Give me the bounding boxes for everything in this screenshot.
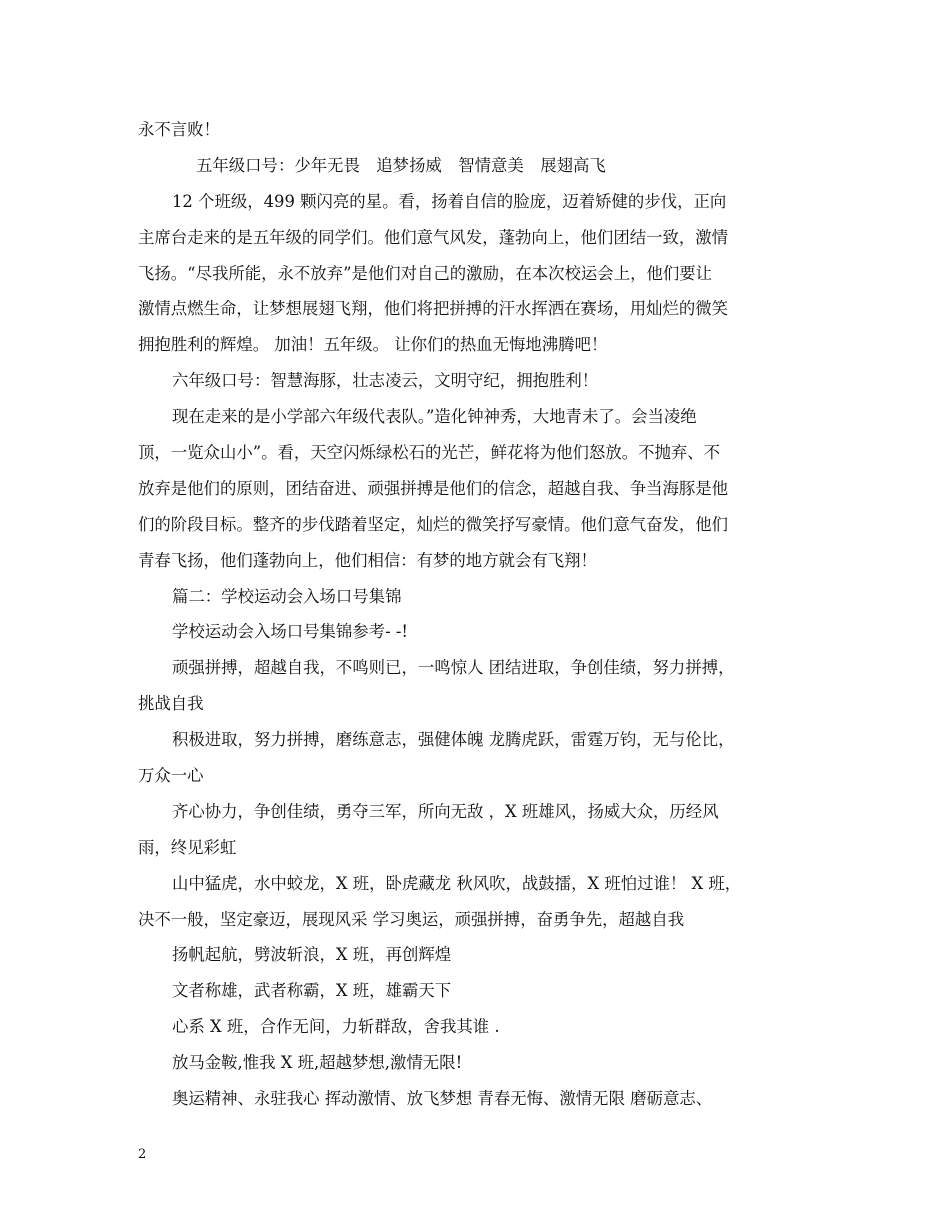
section-subtitle: 学校运动会入场口号集锦参考- -! (172, 622, 408, 642)
text-line: 拥抱胜利的辉煌。 加油！五年级。 让你们的热血无悔地沸腾吧！ (138, 335, 608, 355)
text-line: 飞扬。“尽我所能，永不放弃”是他们对自己的激励，在本次校运会上，他们要让 (138, 263, 713, 283)
slogan-line: 顽强拼搏，超越自我，不鸣则已，一鸣惊人 团结进取，争创佳绩，努力拼搏， (172, 658, 735, 678)
text-line: 决不一般，坚定豪迈，展现风采 学习奥运，顽强拼搏，奋勇争先，超越自我 (138, 909, 685, 929)
text-line: 激情点燃生命，让梦想展翅飞翔，他们将把拼搏的汗水挥洒在赛场，用灿烂的微笑 (138, 299, 729, 319)
text-line: 挑战自我 (138, 694, 204, 714)
fifth-grade-slogan: 五年级口号：少年无畏 追梦扬威 智情意美 展翅高飞 (196, 155, 606, 175)
page-number: 2 (138, 1147, 147, 1162)
slogan-line: 积极进取，努力拼搏，磨练意志，强健体魄 龙腾虎跃，雷霆万钧，无与伦比， (172, 730, 735, 750)
slogan-line: 奥运精神、永驻我心 挥动激情、放飞梦想 青春无悔、激情无限 磨砺意志、 (172, 1089, 713, 1109)
text-line: 顶，一览众山小”。看，天空闪烁绿松石的光芒，鲜花将为他们怒放。不抛弃、不 (138, 443, 721, 463)
slogan-line: 心系 X 班，合作无间，力斩群敌，舍我其谁 . (172, 1017, 500, 1037)
document-body (138, 112, 818, 1117)
text-line: 放弃是他们的原则，团结奋进、顽强拼搏是他们的信念，超越自我、争当海豚是他 (138, 478, 729, 498)
slogan-line: 齐心协力，争创佳绩，勇夺三军，所向无敌 ，X 班雄风，扬威大众，历经风 (172, 801, 719, 821)
sixth-grade-slogan: 六年级口号：智慧海豚，壮志凌云，文明守纪，拥抱胜利！ (172, 371, 599, 391)
text-line: 们的阶段目标。整齐的步伐踏着坚定，灿烂的微笑抒写豪情。他们意气奋发，他们 (138, 514, 729, 534)
text-line: 雨，终见彩虹 (138, 837, 237, 857)
text-line: 永不言败！ (138, 120, 220, 139)
slogan-line: 扬帆起航，劈波斩浪，X 班，再创辉煌 (172, 945, 452, 965)
paragraph-start: 现在走来的是小学部六年级代表队。”造化钟神秀，大地青未了。会当凌绝 (172, 407, 697, 427)
slogan-line: 文者称雄，武者称霸，X 班，雄霸天下 (172, 981, 452, 1001)
text-line: 青春飞扬，他们蓬勃向上，他们相信：有梦的地方就会有飞翔！ (138, 550, 597, 570)
text-line: 万众一心 (138, 766, 204, 786)
text-line: 主席台走来的是五年级的同学们。他们意气风发，蓬勃向上，他们团结一致，激情 (138, 227, 729, 247)
slogan-line: 放马金鞍,惟我 X 班,超越梦想,激情无限! (172, 1053, 463, 1073)
slogan-line: 山中猛虎，水中蛟龙，X 班，卧虎藏龙 秋风吹，战鼓擂，X 班怕过谁！ X 班， (172, 873, 742, 893)
section-heading: 篇二：学校运动会入场口号集锦 (172, 586, 402, 606)
paragraph-start: 12 个班级，499 颗闪亮的星。看，扬着自信的脸庞，迈着矫健的步伐，正向 (172, 191, 727, 211)
